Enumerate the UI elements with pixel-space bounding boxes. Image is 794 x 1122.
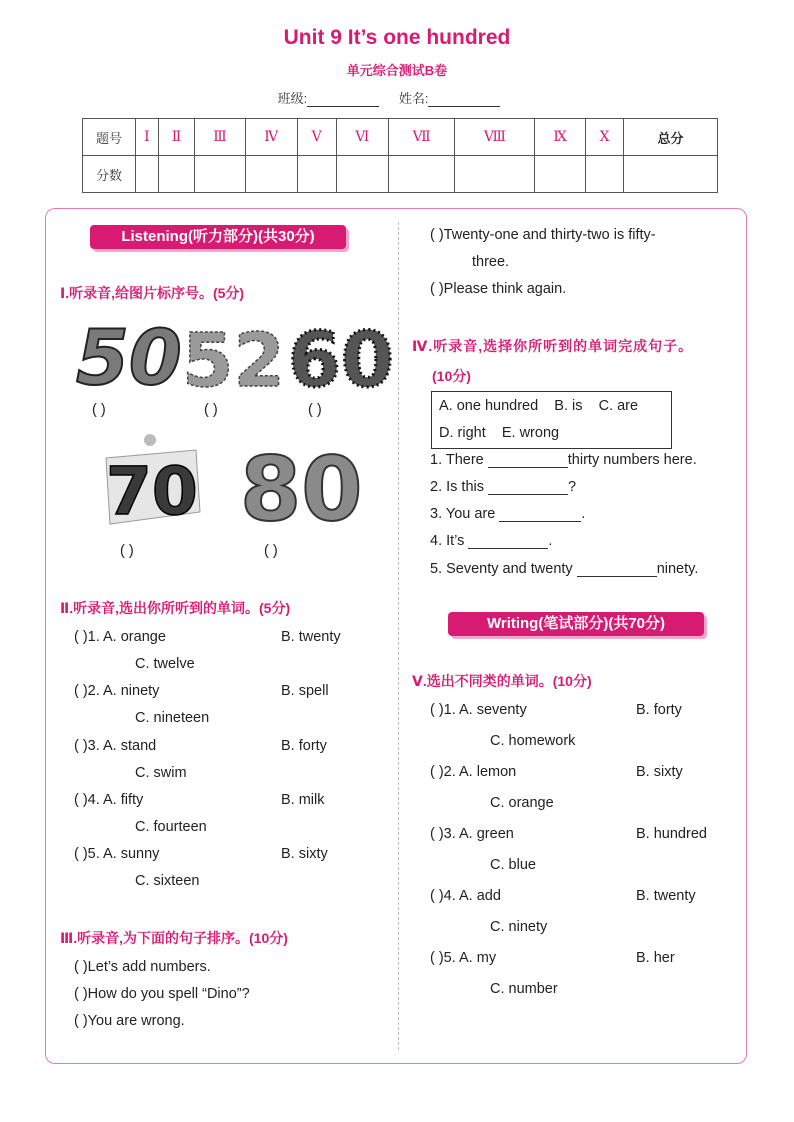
part4-item-2-post: ? bbox=[568, 479, 577, 495]
part5-item-5-c: C. number bbox=[490, 981, 558, 997]
part5-item-4-c: C. ninety bbox=[490, 919, 548, 935]
part2-item-4[interactable]: ( )4. A. fifty bbox=[74, 792, 144, 808]
row-label-question: 题号 bbox=[83, 119, 136, 156]
score-cell[interactable] bbox=[388, 156, 454, 193]
part4-item-2 bbox=[430, 479, 576, 495]
part4-item-1 bbox=[430, 452, 697, 468]
part3-item-5[interactable]: ( )Please think again. bbox=[430, 281, 567, 297]
score-cell[interactable] bbox=[245, 156, 297, 193]
part5-item-4[interactable]: ( )4. A. add bbox=[430, 888, 501, 904]
part4-item-4 bbox=[430, 533, 552, 549]
part3-item-4-cont: three. bbox=[472, 254, 510, 270]
score-cell[interactable] bbox=[535, 156, 585, 193]
score-table bbox=[82, 118, 718, 193]
part4-item-5 bbox=[430, 561, 698, 577]
part5-item-5-b: B. her bbox=[636, 950, 675, 966]
part4-blank-5[interactable] bbox=[577, 562, 657, 577]
number-70-label: 70 bbox=[106, 453, 198, 530]
score-cell[interactable] bbox=[158, 156, 195, 193]
col-total: 总分 bbox=[624, 119, 718, 156]
column-divider bbox=[398, 222, 399, 1050]
answer-paren-3[interactable]: ( ) bbox=[308, 402, 322, 418]
part5-item-3-b: B. hundred bbox=[636, 826, 707, 842]
part5-item-2[interactable]: ( )2. A. lemon bbox=[430, 764, 517, 780]
part3-item-4[interactable]: ( )Twenty-one and thirty-two is fifty- bbox=[430, 227, 656, 243]
answer-paren-5[interactable]: ( ) bbox=[264, 543, 278, 559]
col-4: Ⅳ bbox=[245, 119, 297, 156]
score-cell[interactable] bbox=[136, 156, 159, 193]
number-50-label: 50 bbox=[76, 313, 182, 402]
part2-item-5[interactable]: ( )5. A. sunny bbox=[74, 846, 160, 862]
col-10: Ⅹ bbox=[585, 119, 623, 156]
part4-heading-score: (10分) bbox=[432, 368, 471, 384]
part1-heading: Ⅰ.听录音,给图片标序号。(5分) bbox=[60, 285, 245, 301]
number-80-label: 80 bbox=[240, 438, 363, 541]
col-1: Ⅰ bbox=[136, 119, 159, 156]
part3-item-2[interactable]: ( )How do you spell “Dino”? bbox=[74, 986, 250, 1002]
col-9: Ⅸ bbox=[535, 119, 585, 156]
number-70-image bbox=[96, 428, 206, 532]
part3-item-3[interactable]: ( )You are wrong. bbox=[74, 1013, 185, 1029]
part2-item-1-c: C. twelve bbox=[135, 656, 195, 672]
score-header-row bbox=[83, 119, 718, 156]
part3-heading: Ⅲ.听录音,为下面的句子排序。(10分) bbox=[60, 930, 288, 946]
part4-item-3-pre: 3. You are bbox=[430, 506, 500, 522]
score-cell[interactable] bbox=[585, 156, 623, 193]
part4-item-1-post: thirty numbers here. bbox=[567, 452, 697, 468]
name-line bbox=[0, 88, 794, 107]
number-60-label: 60 bbox=[288, 315, 394, 404]
word-options-line-1: A. one hundred B. is C. are bbox=[439, 398, 639, 414]
part4-heading: Ⅳ.听录音,选择你所听到的单词完成句子。 bbox=[412, 338, 694, 354]
class-field[interactable] bbox=[307, 93, 379, 107]
col-3: Ⅲ bbox=[195, 119, 245, 156]
page-subtitle: 单元综合测试B卷 bbox=[346, 63, 448, 78]
answer-paren-4[interactable]: ( ) bbox=[120, 543, 134, 559]
col-5: Ⅴ bbox=[297, 119, 336, 156]
part5-item-3-c: C. blue bbox=[490, 857, 536, 873]
part2-item-3[interactable]: ( )3. A. stand bbox=[74, 738, 157, 754]
part5-item-1-b: B. forty bbox=[636, 702, 682, 718]
number-60-image bbox=[286, 312, 394, 404]
row-label-score: 分数 bbox=[83, 156, 136, 193]
part4-item-5-post: ninety. bbox=[656, 561, 699, 577]
part2-item-3-c: C. swim bbox=[135, 765, 187, 781]
part5-item-1-c: C. homework bbox=[490, 733, 576, 749]
part2-item-1-b: B. twenty bbox=[281, 629, 341, 645]
part5-heading: Ⅴ.选出不同类的单词。(10分) bbox=[412, 673, 592, 689]
answer-paren-2[interactable]: ( ) bbox=[204, 402, 218, 418]
part2-item-5-b: B. sixty bbox=[281, 846, 328, 862]
part4-item-5-pre: 5. Seventy and twenty bbox=[430, 561, 577, 577]
score-cell[interactable] bbox=[297, 156, 336, 193]
number-50-image bbox=[72, 312, 182, 402]
number-52-image bbox=[180, 312, 285, 404]
col-6: Ⅵ bbox=[336, 119, 388, 156]
part2-item-4-c: C. fourteen bbox=[135, 819, 207, 835]
part4-blank-1[interactable] bbox=[488, 453, 568, 468]
class-label: 班级: bbox=[277, 91, 308, 106]
part2-item-1[interactable]: ( )1. A. orange bbox=[74, 629, 166, 645]
col-2: Ⅱ bbox=[158, 119, 195, 156]
part4-blank-4[interactable] bbox=[468, 534, 548, 549]
page-title: Unit 9 It’s one hundred bbox=[283, 26, 511, 49]
listening-banner: Listening(听力部分)(共30分) bbox=[90, 225, 346, 249]
answer-paren-1[interactable]: ( ) bbox=[92, 402, 106, 418]
part2-heading: Ⅱ.听录音,选出你所听到的单词。(5分) bbox=[60, 600, 291, 616]
score-cell[interactable] bbox=[455, 156, 535, 193]
score-cell[interactable] bbox=[195, 156, 245, 193]
number-52-label: 52 bbox=[182, 318, 285, 404]
part2-item-2-c: C. nineteen bbox=[135, 710, 210, 726]
part4-item-3 bbox=[430, 506, 585, 522]
part4-item-4-pre: 4. It’s bbox=[430, 533, 469, 549]
number-80-image bbox=[240, 432, 363, 541]
part5-item-3[interactable]: ( )3. A. green bbox=[430, 826, 514, 842]
part2-item-5-c: C. sixteen bbox=[135, 873, 200, 889]
part5-item-2-b: B. sixty bbox=[636, 764, 683, 780]
part2-item-3-b: B. forty bbox=[281, 738, 327, 754]
part5-item-2-c: C. orange bbox=[490, 795, 554, 811]
word-options-line-2: D. right E. wrong bbox=[439, 425, 560, 441]
part4-item-4-post: . bbox=[548, 533, 553, 549]
score-cell[interactable] bbox=[336, 156, 388, 193]
part4-item-1-pre: 1. There bbox=[430, 452, 488, 468]
part2-item-2[interactable]: ( )2. A. ninety bbox=[74, 683, 160, 699]
part4-blank-3[interactable] bbox=[499, 507, 581, 522]
part3-item-1[interactable]: ( )Let’s add numbers. bbox=[74, 959, 211, 975]
col-7: Ⅶ bbox=[388, 119, 454, 156]
name-field[interactable] bbox=[428, 93, 500, 107]
name-label: 姓名: bbox=[398, 91, 429, 106]
part5-item-5[interactable]: ( )5. A. my bbox=[430, 950, 497, 966]
score-cell[interactable] bbox=[624, 156, 718, 193]
part5-item-1[interactable]: ( )1. A. seventy bbox=[430, 702, 527, 718]
part4-item-2-pre: 2. Is this bbox=[430, 479, 489, 495]
part2-item-2-b: B. spell bbox=[281, 683, 329, 699]
part4-item-3-post: . bbox=[581, 506, 586, 522]
dove-shape bbox=[144, 434, 156, 446]
col-8: Ⅷ bbox=[455, 119, 535, 156]
writing-banner: Writing(笔试部分)(共70分) bbox=[448, 612, 704, 636]
score-value-row bbox=[83, 156, 718, 193]
part2-item-4-b: B. milk bbox=[281, 792, 325, 808]
part5-item-4-b: B. twenty bbox=[636, 888, 696, 904]
part4-blank-2[interactable] bbox=[488, 480, 568, 495]
